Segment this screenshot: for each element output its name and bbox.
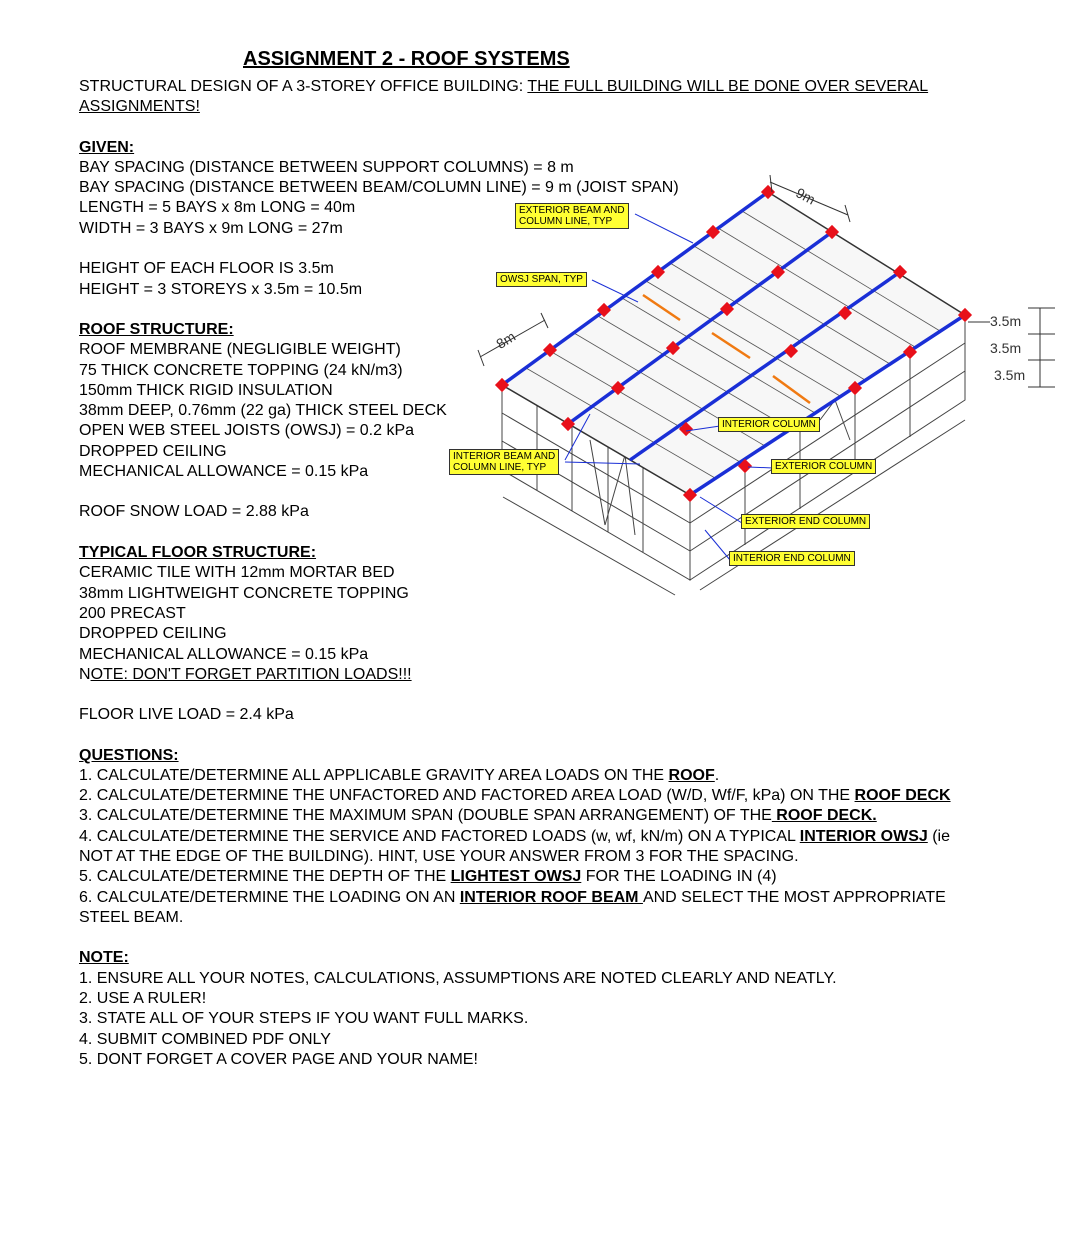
note-line: 3. STATE ALL OF YOUR STEPS IF YOU WANT FULL MARKS. [79,1010,529,1027]
intro-prefix: STRUCTURAL DESIGN OF A 3-STOREY OFFICE BUILDING: [79,78,528,95]
page-title: ASSIGNMENT 2 - ROOF SYSTEMS [243,48,570,70]
label-exterior-beam [515,203,629,229]
label-owsj-span [496,272,587,287]
floor-heading: TYPICAL FLOOR STRUCTURE: [79,544,317,561]
intro-underlined: THE FULL BUILDING WILL BE DONE OVER SEVERAL [527,78,929,95]
label-owsj-span-text: OWSJ SPAN, TYP [500,274,583,285]
q1-emphasis: ROOF [668,767,715,784]
roof-line: 38mm DEEP, 0.76mm (22 ga) THICK STEEL DECK [79,402,447,419]
floor-line: 200 PRECAST [79,605,186,622]
roof-heading: ROOF STRUCTURE: [79,321,234,338]
floor-line: 38mm LIGHTWEIGHT CONCRETE TOPPING [79,585,409,602]
dim-8m: 8m [493,328,519,352]
dim-height-3: 3.5m [994,367,1026,383]
questions-heading: QUESTIONS: [79,747,179,764]
given-line: HEIGHT OF EACH FLOOR IS 3.5m [79,260,334,277]
given-line: BAY SPACING (DISTANCE BETWEEN SUPPORT COLUMNS) = 8 m [79,159,574,176]
q3-text: 3. CALCULATE/DETERMINE THE MAXIMUM SPAN (DOUBLE SPAN ARRANGEMENT) OF THE [79,807,772,824]
label-exterior-column-text: EXTERIOR COLUMN [775,461,873,472]
roof-line: 150mm THICK RIGID INSULATION [79,382,333,399]
q4-text: 4. CALCULATE/DETERMINE THE SERVICE AND FACTORED LOADS (w, wf, kN/m) ON A TYPICAL [79,828,800,845]
q5-emphasis: LIGHTEST OWSJ [450,868,582,885]
dim-9m: 9m [793,184,819,208]
given-line: HEIGHT = 3 STOREYS x 3.5m = 10.5m [79,281,363,298]
given-line: WIDTH = 3 BAYS x 9m LONG = 27m [79,220,343,237]
label-exterior-end-column-text: EXTERIOR END COLUMN [745,516,867,527]
q4-end: (ie [927,828,951,845]
label-interior-column-text: INTERIOR COLUMN [722,419,816,430]
given-heading: GIVEN: [79,139,135,156]
given-line: LENGTH = 5 BAYS x 8m LONG = 40m [79,199,356,216]
note-line: 5. DONT FORGET A COVER PAGE AND YOUR NAME! [79,1051,478,1068]
q2-emphasis: ROOF DECK [854,787,951,804]
label-interior-beam-text: INTERIOR BEAM AND COLUMN LINE, TYP [453,451,556,473]
floor-line: MECHANICAL ALLOWANCE = 0.15 kPa [79,646,369,663]
floor-line: CERAMIC TILE WITH 12mm MORTAR BED [79,564,395,581]
partition-note-prefix: N [79,666,91,683]
label-interior-beam [449,449,559,475]
label-interior-end-column-text: INTERIOR END COLUMN [733,553,851,564]
label-interior-end-column [729,551,855,566]
roof-line: MECHANICAL ALLOWANCE = 0.15 kPa [79,463,369,480]
dim-height-1: 3.5m [990,313,1022,329]
floor-line: DROPPED CEILING [79,625,227,642]
note-heading: NOTE: [79,949,129,966]
question-4-cont: NOT AT THE EDGE OF THE BUILDING). HINT, USE YOUR ANSWER FROM 3 FOR THE SPACING. [79,848,799,865]
note-line: 4. SUBMIT COMBINED PDF ONLY [79,1031,331,1048]
roof-line: OPEN WEB STEEL JOISTS (OWSJ) = 0.2 kPa [79,422,415,439]
q2-text: 2. CALCULATE/DETERMINE THE UNFACTORED AND FACTORED AREA LOAD (W/D, Wf/F, kPa) ON THE [79,787,855,804]
q5-text: 5. CALCULATE/DETERMINE THE DEPTH OF THE [79,868,451,885]
given-line: BAY SPACING (DISTANCE BETWEEN BEAM/COLUMN LINE) = 9 m (JOIST SPAN) [79,179,679,196]
label-exterior-end-column [741,514,870,529]
floor-live-load: FLOOR LIVE LOAD = 2.4 kPa [79,706,294,723]
label-interior-column [718,417,820,432]
q1-end: . [714,767,720,784]
q6-end: AND SELECT THE MOST APPROPRIATE [642,889,946,906]
roof-snow-load: ROOF SNOW LOAD = 2.88 kPa [79,503,309,520]
note-line: 2. USE A RULER! [79,990,207,1007]
label-exterior-column [771,459,876,474]
roof-line: ROOF MEMBRANE (NEGLIGIBLE WEIGHT) [79,341,401,358]
note-line: 1. ENSURE ALL YOUR NOTES, CALCULATIONS, ASSUMPTIONS ARE NOTED CLEARLY AND NEATLY. [79,970,837,987]
partition-note-text: OTE: DON'T FORGET PARTITION LOADS!!! [90,666,412,683]
q5-end: FOR THE LOADING IN (4) [581,868,777,885]
question-6-cont: STEEL BEAM. [79,909,184,926]
roof-line: 75 THICK CONCRETE TOPPING (24 kN/m3) [79,362,403,379]
q4-emphasis: INTERIOR OWSJ [799,828,928,845]
q6-text: 6. CALCULATE/DETERMINE THE LOADING ON AN [79,889,460,906]
intro-line-2: ASSIGNMENTS! [79,98,200,115]
q1-text: 1. CALCULATE/DETERMINE ALL APPLICABLE GRAVITY AREA LOADS ON THE [79,767,669,784]
dim-height-2: 3.5m [990,340,1022,356]
q3-emphasis: ROOF DECK. [771,807,877,824]
roof-line: DROPPED CEILING [79,443,227,460]
label-exterior-beam-text: EXTERIOR BEAM AND COLUMN LINE, TYP [519,205,625,227]
q6-emphasis: INTERIOR ROOF BEAM [459,889,643,906]
